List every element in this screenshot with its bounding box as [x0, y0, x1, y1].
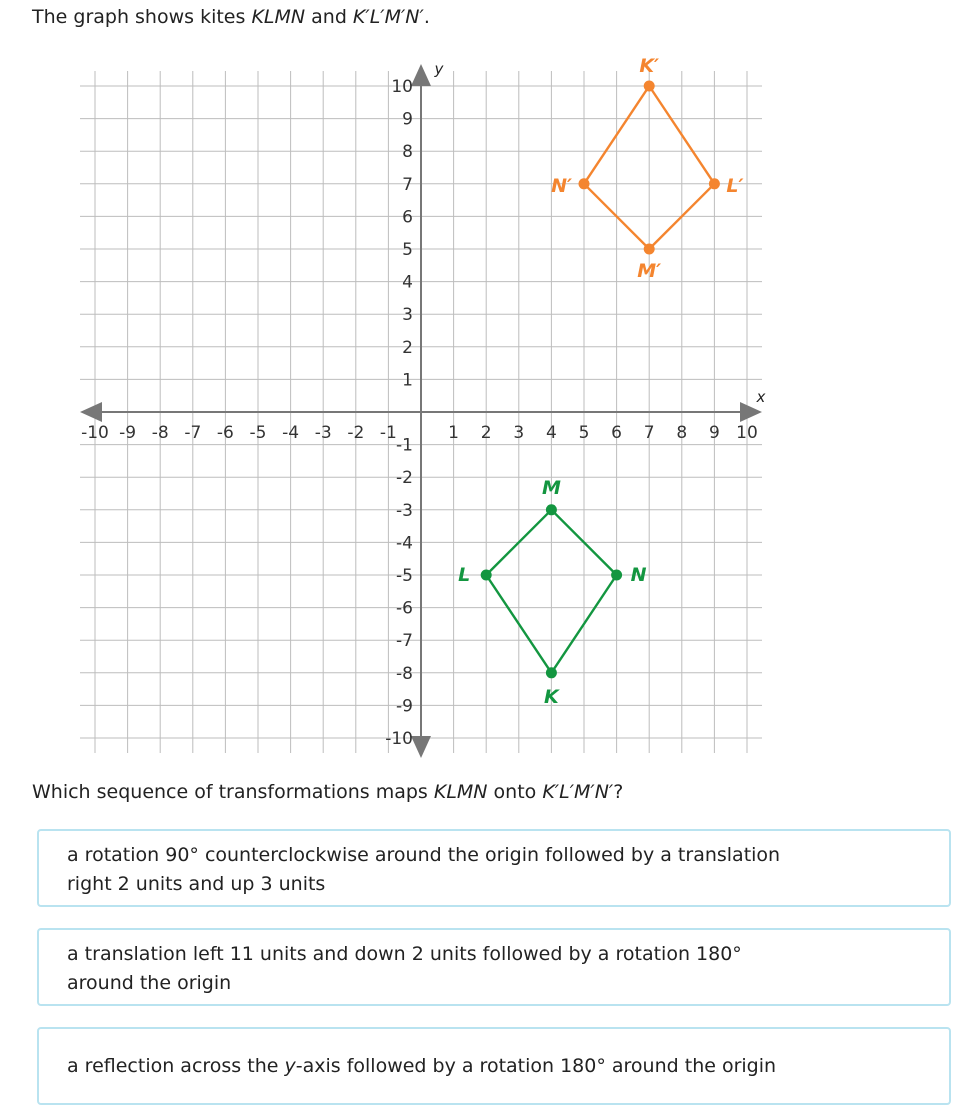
choice-1-line-1: a rotation 90° counterclockwise around the origin followed by a translation: [67, 844, 781, 866]
x-tick-label: 5: [578, 423, 590, 443]
y-tick-label: -2: [396, 468, 413, 489]
prompt-end: .: [423, 6, 430, 28]
answer-choice-3[interactable]: [37, 1027, 951, 1105]
vertex-label-n-prime: N′: [551, 174, 572, 197]
x-tick-label: -6: [216, 423, 234, 443]
y-tick-label: 6: [402, 207, 413, 228]
x-tick-label: -8: [151, 423, 169, 443]
y-axis-label: y: [434, 60, 444, 78]
x-axis-left-arrow: [80, 402, 102, 422]
x-tick-label: -2: [347, 423, 365, 443]
prompt-shape-klmn: KLMN: [251, 6, 306, 28]
y-tick-label: 3: [402, 305, 413, 326]
x-tick-label: 2: [480, 423, 492, 443]
x-tick-label: 10: [736, 423, 758, 443]
y-tick-label: 8: [402, 142, 413, 163]
x-tick-label: -4: [282, 423, 300, 443]
y-tick-label: -10: [385, 729, 413, 749]
x-tick-label: 4: [545, 423, 557, 443]
y-tick-label: -1: [396, 435, 413, 456]
vertex-point-n-prime: [579, 178, 590, 189]
choice-3-text-b: -axis followed by a rotation 180° around the origin: [295, 1055, 777, 1077]
x-tick-label: -7: [184, 423, 202, 443]
vertex-point-m-prime: [644, 244, 655, 255]
y-tick-label: 1: [402, 370, 413, 391]
vertex-label-k-prime: K′: [639, 55, 660, 77]
prompt-and: and: [305, 6, 353, 28]
prompt-shape-image: K′L′M′N′: [352, 6, 424, 28]
x-axis-label: x: [756, 388, 766, 406]
x-tick-label: -5: [249, 423, 267, 443]
x-tick-label: 8: [676, 423, 688, 443]
y-tick-label: 5: [402, 240, 413, 260]
x-tick-label: 7: [643, 423, 655, 443]
choice-3-text-a: a reflection across the: [67, 1055, 285, 1077]
x-tick-label: -10: [81, 423, 109, 443]
x-tick-label: 3: [513, 423, 525, 443]
question-end: ?: [613, 781, 624, 803]
y-axis-down-arrow: [411, 736, 431, 758]
axes: [80, 60, 766, 758]
vertex-point-m: [546, 504, 557, 515]
answer-choice-1[interactable]: [37, 829, 951, 907]
kites: [458, 55, 743, 708]
question-shape-image: K′L′M′N′: [542, 781, 614, 803]
answer-choice-2[interactable]: [37, 928, 951, 1006]
y-tick-label: 7: [402, 174, 413, 195]
question-onto: onto: [487, 781, 543, 803]
y-tick-label: -6: [396, 598, 413, 619]
x-tick-label: -9: [119, 423, 137, 443]
vertex-point-l: [481, 570, 492, 581]
vertex-label-m: M: [541, 476, 561, 499]
y-tick-label: 4: [402, 272, 413, 293]
x-tick-label: 9: [708, 423, 720, 443]
choice-1-text: [67, 841, 929, 899]
vertex-label-m-prime: M′: [637, 260, 662, 282]
y-tick-label: -8: [396, 663, 413, 684]
vertex-point-k: [546, 667, 557, 678]
y-tick-label: 10: [391, 77, 413, 97]
vertex-point-n: [611, 570, 622, 581]
y-axis-up-arrow: [411, 64, 431, 86]
y-tick-label: 9: [402, 109, 413, 130]
choice-3-text: [67, 1052, 929, 1081]
y-tick-label: 2: [402, 337, 413, 358]
vertex-label-l: L: [458, 564, 471, 586]
y-tick-label: -9: [396, 696, 413, 717]
y-tick-label: -4: [396, 533, 413, 554]
question-text: [32, 781, 623, 803]
y-tick-label: -7: [396, 631, 413, 652]
vertex-label-k: K: [544, 685, 559, 708]
choice-3-variable: y: [284, 1055, 296, 1077]
vertex-point-k-prime: [644, 81, 655, 92]
y-tick-label: -3: [396, 500, 413, 521]
vertex-point-l-prime: [709, 178, 720, 189]
question-lead: Which sequence of transformations maps: [32, 781, 434, 803]
choice-2-line-1: a translation left 11 units and down 2 units followed by a rotation 180°: [67, 943, 742, 965]
question-shape-klmn: KLMN: [433, 781, 488, 803]
choice-1-line-2: right 2 units and up 3 units: [67, 873, 326, 895]
choice-2-line-2: around the origin: [67, 972, 232, 994]
x-tick-label: -1: [379, 423, 397, 443]
vertex-label-l-prime: L′: [726, 174, 744, 197]
x-tick-label: 1: [448, 423, 460, 443]
choice-2-text: [67, 940, 929, 998]
x-tick-label: 6: [611, 423, 623, 443]
prompt-lead: The graph shows kites: [32, 6, 252, 28]
x-tick-label: -3: [314, 423, 332, 443]
vertex-label-n: N: [630, 564, 647, 586]
y-tick-label: -5: [396, 566, 413, 586]
